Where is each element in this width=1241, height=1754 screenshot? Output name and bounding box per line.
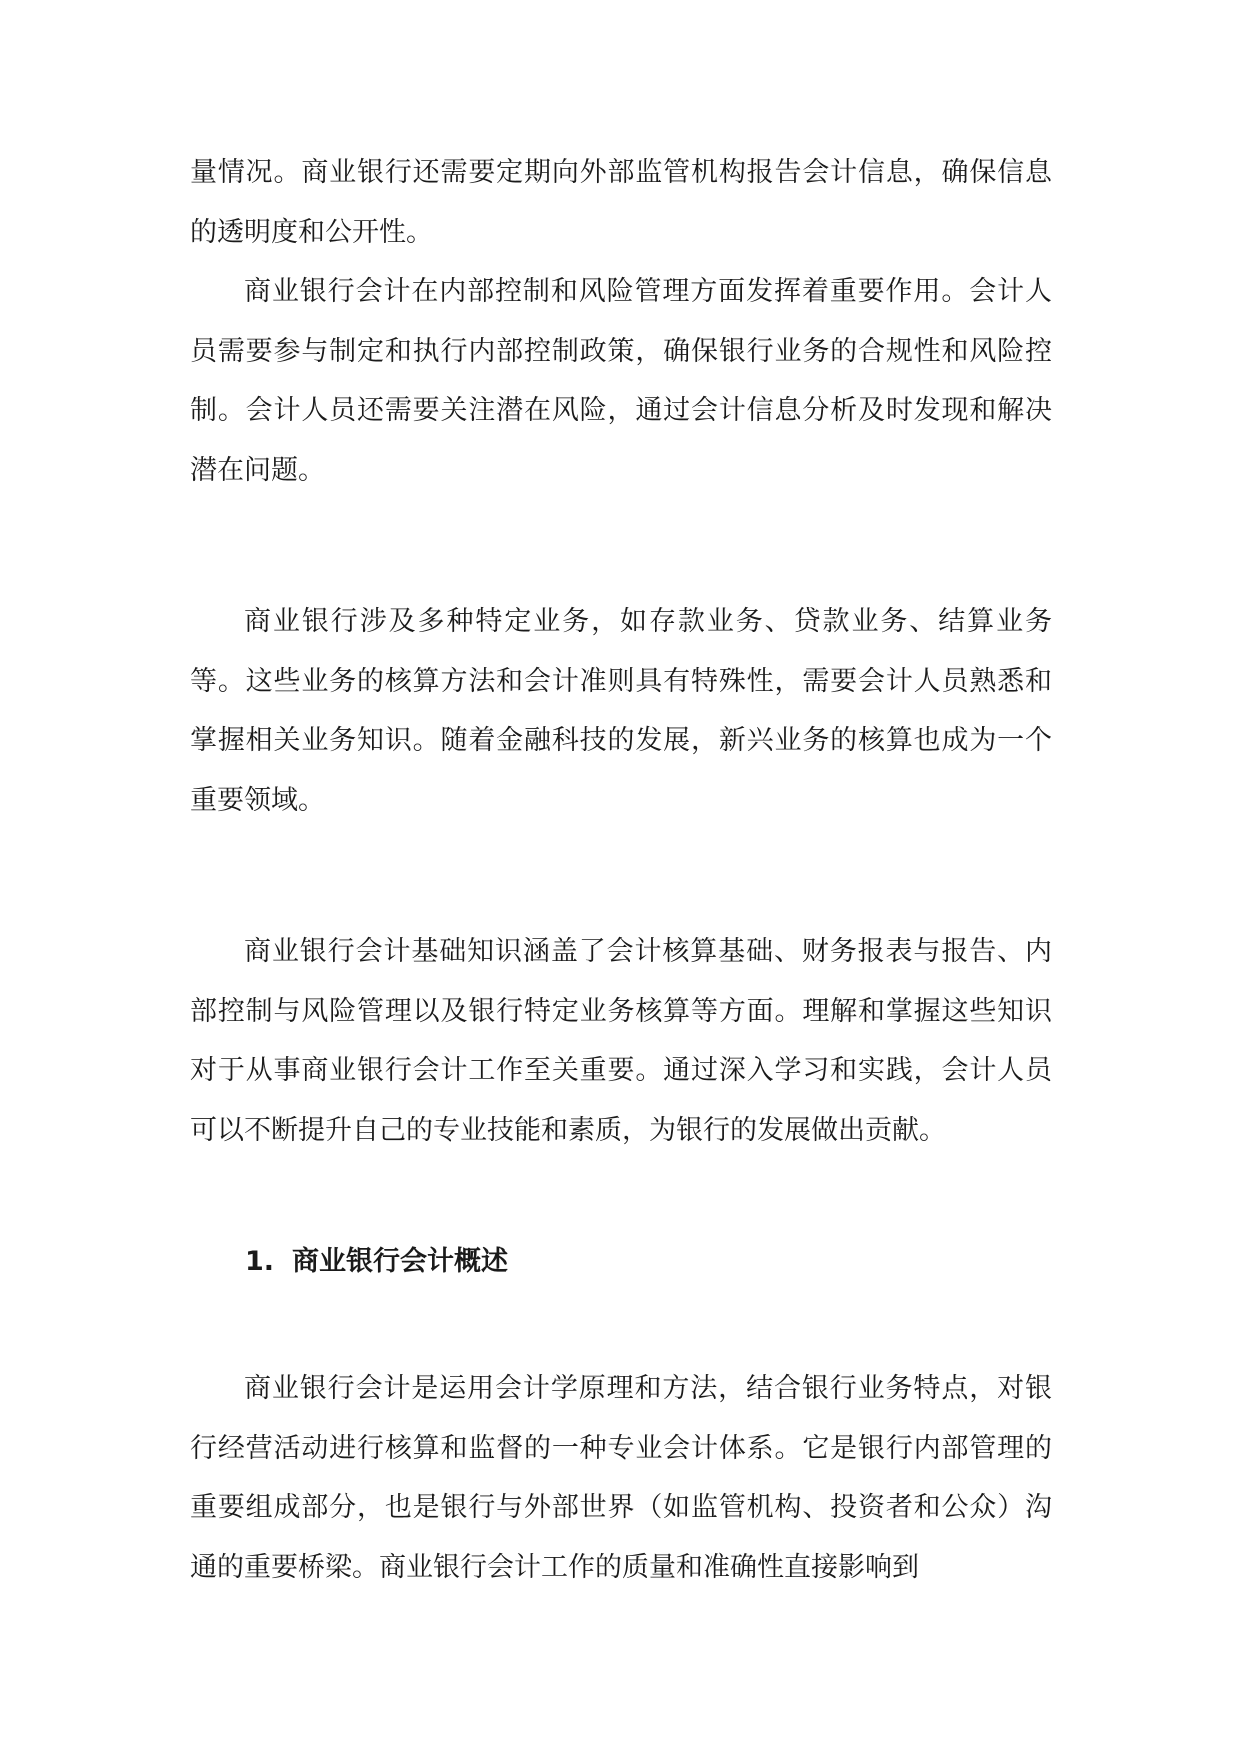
section-title: 商业银行会计概述 xyxy=(292,1246,509,1277)
paragraph-specific-business: 商业银行涉及多种特定业务，如存款业务、贷款业务、结算业务等。这些业务的核算方法和会计准则具有特殊性，需要会计人员熟悉和掌握相关业务知识。随着金融科技的发展，新兴业务的核算也成为一个重要领域。 xyxy=(190,606,1052,816)
paragraph-overview: 商业银行会计是运用会计学原理和方法，结合银行业务特点，对银行经营活动进行核算和监督的一种专业会计体系。它是银行内部管理的重要组成部分，也是银行与外部世界（如监管机构、投资者和公众）沟通的重要桥梁。商业银行会计工作的质量和准确性直接影响到 xyxy=(190,1373,1052,1583)
paragraph-continued: 量情况。商业银行还需要定期向外部监管机构报告会计信息，确保信息的透明度和公开性。 xyxy=(190,157,1052,248)
section-heading xyxy=(245,1232,508,1292)
section-number: 1. xyxy=(245,1246,275,1277)
paragraph-summary: 商业银行会计基础知识涵盖了会计核算基础、财务报表与报告、内部控制与风险管理以及银行特定业务核算等方面。理解和掌握这些知识对于从事商业银行会计工作至关重要。通过深入学习和实践，会计人员可以不断提升自己的专业技能和素质，为银行的发展做出贡献。 xyxy=(190,936,1052,1146)
paragraph-internal-control: 商业银行会计在内部控制和风险管理方面发挥着重要作用。会计人员需要参与制定和执行内部控制政策，确保银行业务的合规性和风险控制。会计人员还需要关注潜在风险，通过会计信息分析及时发现和解决潜在问题。 xyxy=(190,276,1052,486)
